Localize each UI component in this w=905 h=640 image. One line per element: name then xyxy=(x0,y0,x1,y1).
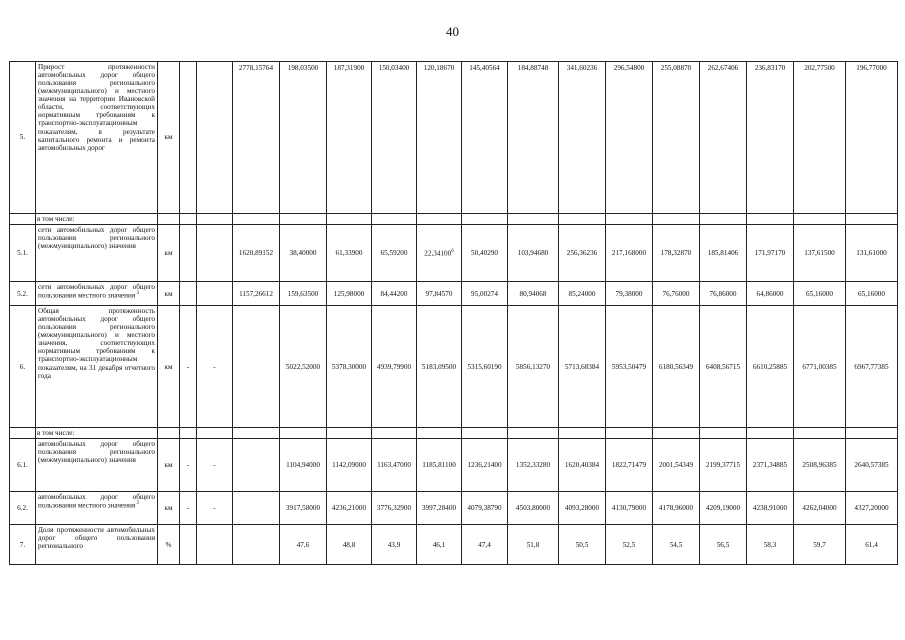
cell-blank-b: - xyxy=(197,439,233,492)
cell-description: сети автомобильных дорог общего пользования местного значения $^3$ xyxy=(36,282,158,306)
cell-unit: % xyxy=(158,525,180,565)
cell-empty xyxy=(462,428,508,439)
cell-value: 171,97170 xyxy=(747,225,794,282)
subheader-row xyxy=(10,214,898,225)
cell-description: автомобильных дорог общего пользования местного значения $^3$ xyxy=(36,492,158,525)
cell-value: 65,59200 xyxy=(372,225,417,282)
cell-value: 202,77500 xyxy=(794,62,846,214)
cell-value: 48,8 xyxy=(327,525,372,565)
cell-value: 5713,68384 xyxy=(559,306,606,428)
cell-value: 2001,54349 xyxy=(653,439,700,492)
cell-description: автомобильных дорог общего пользования регионального (межмуниципального) значения xyxy=(36,439,158,492)
cell-value: 3917,58000 xyxy=(280,492,327,525)
cell-empty xyxy=(747,214,794,225)
cell-value: 5856,13270 xyxy=(508,306,559,428)
cell-value: 54,5 xyxy=(653,525,700,565)
cell-empty xyxy=(794,428,846,439)
cell-value: 120,18670 xyxy=(417,62,462,214)
footnote-mark: 3 xyxy=(135,501,139,507)
cell-value: 65,16000 xyxy=(794,282,846,306)
cell-description: сети автомобильных дорог общего пользования регионального (межмуниципального) значения xyxy=(36,225,158,282)
cell-empty xyxy=(747,428,794,439)
footnote-mark: 6 xyxy=(451,248,454,254)
cell-value: 47,6 xyxy=(280,525,327,565)
cell-empty xyxy=(372,428,417,439)
cell-empty xyxy=(417,428,462,439)
cell-empty xyxy=(327,214,372,225)
cell-value: 64,86000 xyxy=(747,282,794,306)
cell-value: 59,7 xyxy=(794,525,846,565)
cell-value: 50,5 xyxy=(559,525,606,565)
cell-value: 5022,52000 xyxy=(280,306,327,428)
cell-subheader: в том числе: xyxy=(36,214,158,225)
cell-description: Общая протяженность автомобильных дорог общего пользования регионального (межмуниципального) и местного значения, соответствующих нормативным требованиям к транспортно-эксплуатационным показателям, на 31 декабря отчетного года xyxy=(36,306,158,428)
cell-value: 125,98000 xyxy=(327,282,372,306)
cell-empty xyxy=(462,214,508,225)
cell-value: 61,33900 xyxy=(327,225,372,282)
cell-description: Доля протяженности автомобильных дорог общего пользования регионального xyxy=(36,525,158,565)
cell-value: 56,5 xyxy=(700,525,747,565)
cell-empty xyxy=(559,214,606,225)
cell-empty xyxy=(280,428,327,439)
cell-empty xyxy=(508,428,559,439)
cell-blank-a: - xyxy=(180,306,197,428)
cell-empty xyxy=(653,428,700,439)
page-number: 40 xyxy=(446,24,459,39)
cell-empty xyxy=(794,214,846,225)
cell-empty xyxy=(158,214,180,225)
cell-value: 131,61000 xyxy=(846,225,898,282)
cell-empty xyxy=(233,306,280,428)
cell-value: 80,94068 xyxy=(508,282,559,306)
cell-value: 255,08870 xyxy=(653,62,700,214)
cell-value: 185,81406 xyxy=(700,225,747,282)
cell-index: 5. xyxy=(10,62,36,214)
cell-value: 1236,21400 xyxy=(462,439,508,492)
cell-value: 95,00274 xyxy=(462,282,508,306)
cell-value: 1157,26612 xyxy=(233,282,280,306)
cell-empty xyxy=(233,428,280,439)
cell-value: 145,40564 xyxy=(462,62,508,214)
cell-value: 196,77000 xyxy=(846,62,898,214)
cell-index: 6. xyxy=(10,306,36,428)
subheader-row xyxy=(10,428,898,439)
cell-blank-a: - xyxy=(180,439,197,492)
cell-value: 6967,77385 xyxy=(846,306,898,428)
cell-value: 4079,38790 xyxy=(462,492,508,525)
cell-value: 262,67406 xyxy=(700,62,747,214)
table-row xyxy=(10,62,898,214)
cell-value: 52,5 xyxy=(606,525,653,565)
cell-empty xyxy=(700,214,747,225)
cell-value: 1822,71479 xyxy=(606,439,653,492)
cell-value: 178,32870 xyxy=(653,225,700,282)
cell-value: 159,63500 xyxy=(280,282,327,306)
cell-blank-b: - xyxy=(197,492,233,525)
cell-blank-b xyxy=(197,282,233,306)
cell-value: 103,94680 xyxy=(508,225,559,282)
cell-empty xyxy=(700,428,747,439)
cell-value: 4178,96000 xyxy=(653,492,700,525)
cell-value: 6408,56715 xyxy=(700,306,747,428)
cell-value: 4238,91000 xyxy=(747,492,794,525)
cell-value: 1185,81100 xyxy=(417,439,462,492)
cell-index xyxy=(10,214,36,225)
cell-value: 43,9 xyxy=(372,525,417,565)
cell-value: 187,31900 xyxy=(327,62,372,214)
cell-value: 256,36236 xyxy=(559,225,606,282)
cell-value: 65,16000 xyxy=(846,282,898,306)
cell-value: 3776,32900 xyxy=(372,492,417,525)
cell-value: 4236,21000 xyxy=(327,492,372,525)
indicator-table xyxy=(9,61,898,565)
cell-value: 85,24000 xyxy=(559,282,606,306)
footnote-mark: 3 xyxy=(135,291,139,297)
cell-value: 51,8 xyxy=(508,525,559,565)
cell-empty xyxy=(233,214,280,225)
cell-value: 97,84570 xyxy=(417,282,462,306)
cell-empty xyxy=(327,428,372,439)
cell-value: 1352,33280 xyxy=(508,439,559,492)
cell-value: 2778,15764 xyxy=(233,62,280,214)
cell-empty xyxy=(606,428,653,439)
cell-value: 4327,20000 xyxy=(846,492,898,525)
cell-unit: км xyxy=(158,282,180,306)
cell-value: 296,54800 xyxy=(606,62,653,214)
cell-empty xyxy=(372,214,417,225)
cell-blank-b: - xyxy=(197,306,233,428)
table-row xyxy=(10,525,898,565)
cell-empty xyxy=(653,214,700,225)
cell-index xyxy=(10,428,36,439)
table-row xyxy=(10,225,898,282)
cell-blank-a xyxy=(180,282,197,306)
cell-blank-a: - xyxy=(180,492,197,525)
cell-value: 61,4 xyxy=(846,525,898,565)
cell-empty xyxy=(846,214,898,225)
cell-empty xyxy=(846,428,898,439)
cell-value: 2640,57385 xyxy=(846,439,898,492)
cell-value: 184,88748 xyxy=(508,62,559,214)
cell-value: 137,61500 xyxy=(794,225,846,282)
cell-value: 2508,96385 xyxy=(794,439,846,492)
cell-value: 4503,80000 xyxy=(508,492,559,525)
cell-empty xyxy=(158,428,180,439)
table-row xyxy=(10,306,898,428)
cell-value: 4130,79000 xyxy=(606,492,653,525)
cell-value: 4939,79900 xyxy=(372,306,417,428)
cell-value: 76,76000 xyxy=(653,282,700,306)
cell-blank-a xyxy=(180,225,197,282)
cell-value: 38,40000 xyxy=(280,225,327,282)
cell-value: 198,03500 xyxy=(280,62,327,214)
cell-value: 1142,09000 xyxy=(327,439,372,492)
cell-empty xyxy=(508,214,559,225)
cell-value: 2371,34885 xyxy=(747,439,794,492)
cell-unit: км xyxy=(158,225,180,282)
cell-blank-b xyxy=(197,525,233,565)
cell-empty xyxy=(233,525,280,565)
cell-blank-b xyxy=(197,225,233,282)
cell-index: 7. xyxy=(10,525,36,565)
cell-value: 150,03400 xyxy=(372,62,417,214)
cell-description: Прирост протяженности автомобильных дорог общего пользования регионального (межмуниципального) и местного значения на территории Ивановской области, соответствующих нормативным требованиям к транспортно-эксплуатационным показателям, в результате капитального ремонта и ремонта автомобильных дорог xyxy=(36,62,158,214)
cell-value: 217,168000 xyxy=(606,225,653,282)
cell-index: 6.2. xyxy=(10,492,36,525)
cell-value: 1620,89152 xyxy=(233,225,280,282)
cell-empty xyxy=(606,214,653,225)
cell-value: 6771,00385 xyxy=(794,306,846,428)
cell-index: 5.1. xyxy=(10,225,36,282)
cell-empty xyxy=(197,428,233,439)
table-row xyxy=(10,492,898,525)
cell-unit: км xyxy=(158,62,180,214)
cell-empty xyxy=(180,428,197,439)
cell-subheader: в том числе: xyxy=(36,428,158,439)
cell-value: 5378,30000 xyxy=(327,306,372,428)
cell-value: 4262,04000 xyxy=(794,492,846,525)
table-row xyxy=(10,439,898,492)
cell-value: 236,83170 xyxy=(747,62,794,214)
cell-index: 5.2. xyxy=(10,282,36,306)
cell-value: 84,44200 xyxy=(372,282,417,306)
cell-value: 5953,50479 xyxy=(606,306,653,428)
cell-value: 5315,60190 xyxy=(462,306,508,428)
cell-blank-b xyxy=(197,62,233,214)
cell-value: 22,34100$^6$ xyxy=(417,225,462,282)
cell-value: 6610,25885 xyxy=(747,306,794,428)
table-row xyxy=(10,282,898,306)
cell-value: 2199,37715 xyxy=(700,439,747,492)
cell-empty xyxy=(233,492,280,525)
cell-value: 4093,28000 xyxy=(559,492,606,525)
cell-empty xyxy=(233,439,280,492)
cell-value: 76,86000 xyxy=(700,282,747,306)
cell-value: 3997,28400 xyxy=(417,492,462,525)
cell-blank-a xyxy=(180,525,197,565)
cell-value: 47,4 xyxy=(462,525,508,565)
cell-empty xyxy=(417,214,462,225)
cell-unit: км xyxy=(158,306,180,428)
cell-value: 1620,40384 xyxy=(559,439,606,492)
cell-empty xyxy=(559,428,606,439)
cell-value: 46,1 xyxy=(417,525,462,565)
cell-empty xyxy=(180,214,197,225)
cell-value: 1163,47000 xyxy=(372,439,417,492)
cell-value: 341,60236 xyxy=(559,62,606,214)
cell-value: 5183,09500 xyxy=(417,306,462,428)
cell-value: 4209,19000 xyxy=(700,492,747,525)
cell-value: 50,40290 xyxy=(462,225,508,282)
cell-blank-a xyxy=(180,62,197,214)
cell-value: 1104,94000 xyxy=(280,439,327,492)
cell-empty xyxy=(197,214,233,225)
cell-empty xyxy=(280,214,327,225)
cell-index: 6.1. xyxy=(10,439,36,492)
cell-value: 79,38000 xyxy=(606,282,653,306)
cell-value: 6180,56349 xyxy=(653,306,700,428)
cell-unit: км xyxy=(158,439,180,492)
cell-value: 58,3 xyxy=(747,525,794,565)
cell-unit: км xyxy=(158,492,180,525)
